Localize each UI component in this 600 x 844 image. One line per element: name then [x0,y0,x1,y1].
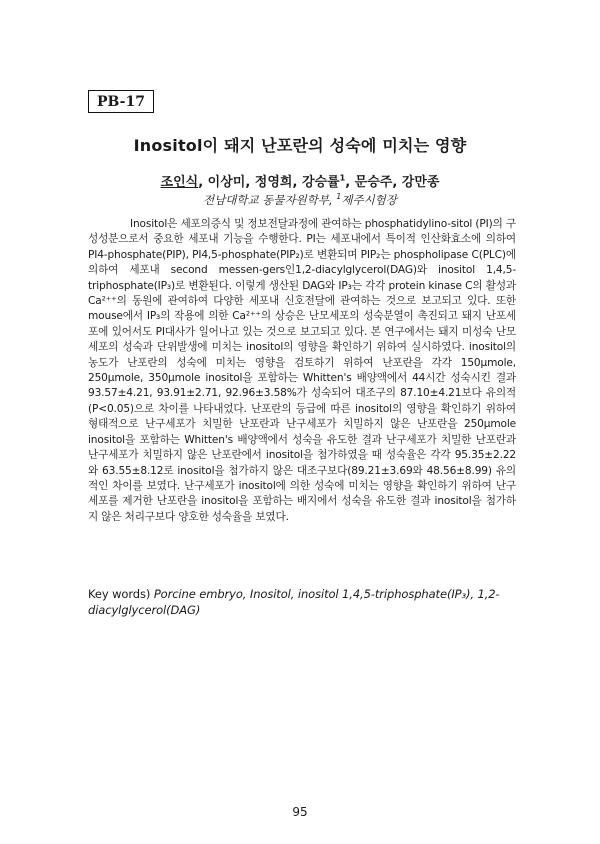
presenting-author: 조인식 [160,175,199,190]
affiliation-second: 제주시험장 [341,193,397,207]
abstract-code-label: PB-17 [97,93,145,110]
author-list [0,171,600,190]
paper-title: Inositol이 돼지 난포란의 성숙에 미치는 영향 [133,136,467,155]
keywords-label: Key words) [88,587,154,601]
coauthors: , 이상미, 정영희, 강승률 [198,175,340,190]
affiliation [0,192,600,208]
affiliation-mark: 1 [336,192,342,202]
author-affiliation-mark: 1 [339,173,346,183]
keywords-terms: Porcine embryo, Inositol, inositol 1,4,5-triphosphate(IP₃), 1,2-diacylglycerol(DAG) [88,587,500,617]
keywords [88,587,528,618]
abstract-paragraph: Inositol은 세포의증식 및 정보전달과정에 관여하는 phosphatidylino-sitol (PI)의 구성성분으로서 중요한 세포내 기능을 수행한다. PI는 세포내에서 특이적 인산화효소에 의하여 PI4-phosphate(PIP), PI4,5-phosphate(PIP₂)로 변환되며 PIP₂는 phospholipase C(PLC)에 의하여 세포내 second messen-gers인1,2-diacylglycerol(DAG)와 inositol 1,4,5-triphosphate(IP₃)로 변환된다. 이렇게 생산된 DAG와 IP₃는 각각 protein kinase C의 활성과 Ca²⁺⁺의 동원에 관여하여 다양한 세포내 신호전달에 관여하는 것으로 보고되고 있다. 또한 mouse에서 IP₃의 작용에 의한 Ca²⁺⁺의 상승은 난모세포의 성숙분열이 촉진되고 돼지 난포세포에 있어서도 PI대사가 일어나고 있는 것으로 보고되고 있다. 본 연구에서는 돼지 미성숙 난모세포의 성숙과 단위발생에 미치는 inositol의 영향을 확인하기 위하여 실시하였다. inositol의 농도가 난포란의 성숙에 미치는 영향을 검토하기 위하여 난포란을 각각 150μmole, 250μmole, 350μmole inositol을 포함하는 Whitten's 배양액에서 44시간 성숙시킨 결과 93.57±4.21, 93.91±2.71, 92.96±3.58%가 성숙되어 대조구의 87.10±4.21보다 유의적(P<0.05)으로 차이를 나타내었다. 난포란의 등급에 따른 inositol의 영향을 확인하기 위하여 형태적으로 난구세포가 치밀한 난포란과 난구세포가 치밀하지 않은 난포란을 250μmole inositol을 포함하는 Whitten's 배양액에서 성숙을 유도한 결과 난구세포가 치밀한 난포란과 난구세포가 치밀하지 않은 난포란에서 inositol을 첨가하였을 때 성숙율은 각각 95.35±2.22와 63.55±8.12로 inositol을 첨가하지 않은 대조구보다(89.21±3.69와 48.56±8.99) 유의적인 차이를 보였다. 난구세포가 inositol에 의한 성숙에 미치는 영향을 확인하기 위하여 난구세포를 제거한 난포란을 inositol을 포함하는 배지에서 성숙을 유도한 결과 inositol을 첨가하지 않은 처리구보다 양호한 성숙율을 보였다. [88,218,516,523]
coauthors-tail: , 문승주, 강만종 [345,175,440,190]
abstract-code-box [88,90,154,113]
abstract-body [88,217,516,525]
page-number: 95 [292,805,308,819]
affiliation-main: 전남대학교 동물자원학부, [203,193,337,207]
